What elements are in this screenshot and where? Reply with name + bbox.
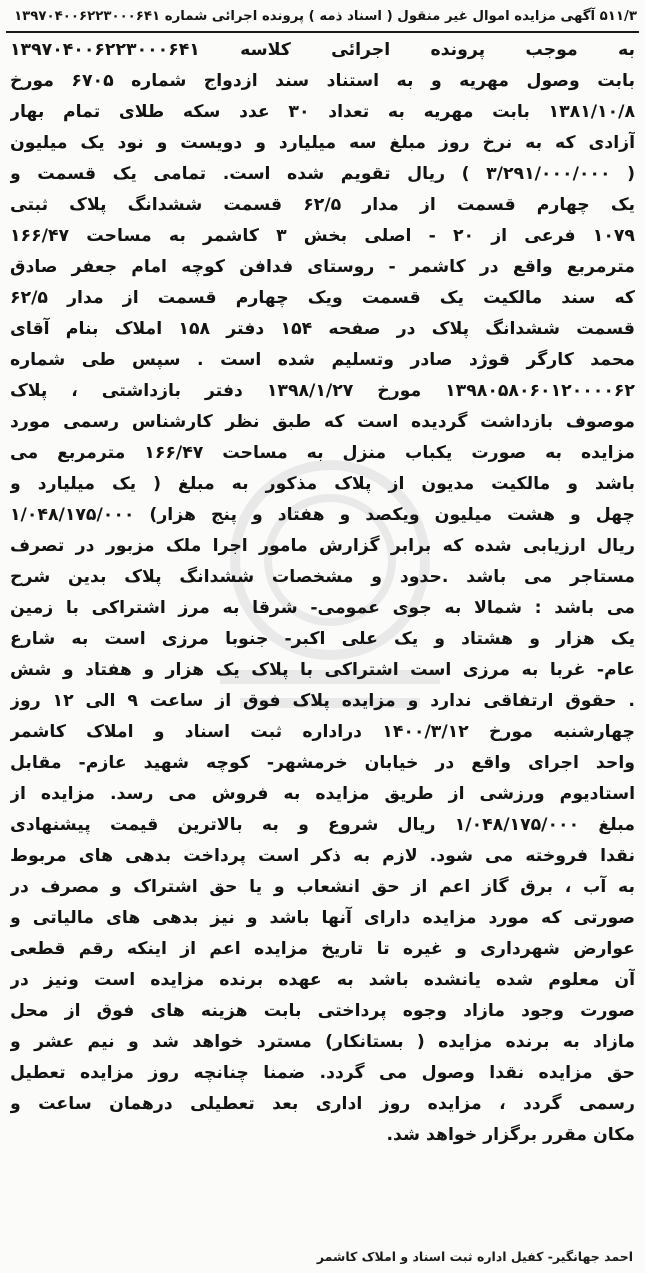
body-line: مبلغ ۱/۰۴۸/۱۷۵/۰۰۰ ریال شروع و به بالاترین قیمت پیشنهادی: [10, 815, 635, 835]
body-line: می باشد : شمالا به جوی عمومی- شرقا به مرز اشتراکی با زمین: [10, 598, 635, 618]
body-line: که سند مالکیت یک قسمت ویک چهارم قسمت از مدار ۶۲/۵: [10, 288, 635, 308]
body-line: مستاجر می باشد .حدود و مشخصات ششدانگ پلاک بدین شرح: [10, 567, 635, 587]
body-line: عوارض شهرداری و غیره تا تاریخ مزایده اعم از اینکه رقم قطعی: [10, 939, 635, 959]
body-line: صورتی که مورد مزایده دارای آنها باشد و نیز بدهی های مالیاتی و: [10, 908, 635, 928]
body-line: استادیوم ورزشی از طریق مزایده به فروش می رسد. مزایده از: [10, 784, 635, 804]
body-line: عام- غربا به مرزی است اشتراکی با پلاک یک هزار و هفتاد و شش: [10, 660, 635, 680]
body-line: یک چهارم قسمت از مدار ۶۲/۵ قسمت ششدانگ پلاک ثبتی: [10, 195, 635, 215]
body-line: باشد و مالکیت مدیون از پلاک مذکور به مبلغ ( یک میلیارد و: [10, 474, 635, 494]
body-line: ۱۳۸۱/۱۰/۸ بابت مهریه به تعداد ۳۰ عدد سکه طلای تمام بهار: [10, 102, 635, 122]
body-line: ۱۰۷۹ فرعی از ۲۰ - اصلی بخش ۳ کاشمر به مساحت ۱۶۶/۴۷: [10, 226, 635, 246]
body-line: مکان مقرر برگزار خواهد شد.: [386, 1125, 635, 1145]
body-line: ۱۳۹۸۰۵۸۰۶۰۱۲۰۰۰۰۶۲ مورخ ۱۳۹۸/۱/۲۷ دفتر بازداشتی ، پلاک: [10, 381, 635, 401]
signature-line: احمد جهانگیر- کفیل اداره ثبت اسناد و املاک کاشمر: [316, 1249, 633, 1264]
body-line: موصوف بازداشت گردیده است که طبق نظر کارشناس رسمی مورد: [10, 412, 635, 432]
ad-body: [10, 36, 635, 1152]
body-line: مترمربع واقع در کاشمر - روستای فدافن کوچه امام جعفر صادق: [10, 257, 635, 277]
body-line: به موجب پرونده اجرائی کلاسه ۱۳۹۷۰۴۰۰۶۲۲۳۰۰۰۶۴۱: [10, 40, 635, 60]
body-line: ریال ارزیابی شده که برابر گزارش مامور اجرا ملک مزبور در تصرف: [10, 536, 635, 556]
body-line: چهارشنبه مورخ ۱۴۰۰/۳/۱۲ دراداره ثبت اسناد و املاک کاشمر: [10, 722, 635, 742]
body-line: مازاد به برنده مزایده ( بستانکار) مسترد خواهد شد و نیم عشر و: [10, 1032, 635, 1052]
body-line: صورت وجود مازاد وجوه پرداختی بابت هزینه های فوق از محل: [10, 1001, 635, 1021]
body-line: محمد کارگر قوژد صادر وتسلیم شده است . سپس طی شماره: [10, 350, 635, 370]
body-line: قسمت ششدانگ پلاک در صفحه ۱۵۴ دفتر ۱۵۸ املاک بنام آقای: [10, 319, 635, 339]
body-line: آزادی که به نرخ روز مبلغ سه میلیارد و دویست و نود یک میلیون: [10, 133, 635, 153]
ad-header: ۵۱۱/۳ آگهی مزایده اموال غیر منقول ( اسناد ذمه ) پرونده اجرائی شماره ۱۳۹۷۰۴۰۰۶۲۲۳۰۰۰۶۴۱: [14, 9, 637, 24]
body-line: به آب ، برق گاز اعم از حق انشعاب و یا حق اشتراک و مصرف در: [10, 877, 635, 897]
body-line: حق مزایده نقدا وصول می گردد. ضمنا چنانچه روز مزایده تعطیل: [10, 1063, 635, 1083]
body-line: . حقوق ارتفاقی ندارد و مزایده پلاک فوق از ساعت ۹ الی ۱۲ روز: [10, 691, 635, 711]
body-line: واحد اجرای واقع در خیابان خرمشهر- کوچه شهید عازم- مقابل: [10, 753, 635, 773]
body-line: یک هزار و هشتاد و یک علی اکبر- جنوبا مرزی است به شارع: [10, 629, 635, 649]
body-line: ( ۳/۲۹۱/۰۰۰/۰۰۰ ) ریال تقویم شده است. تمامی یک قسمت و: [10, 164, 635, 184]
body-line: آن معلوم شده یانشده باشد به عهده برنده مزایده است ونیز در: [10, 970, 635, 990]
body-line: چهل و هشت میلیون ویکصد و هفتاد و پنج هزار) ۱/۰۴۸/۱۷۵/۰۰۰: [10, 505, 635, 525]
body-line: رسمی گردد ، مزایده روز اداری بعد تعطیلی درهمان ساعت و: [10, 1094, 635, 1114]
body-line: مزایده به صورت یکباب منزل به مساحت ۱۶۶/۴۷ مترمربع می: [10, 443, 635, 463]
body-line: بابت وصول مهریه و به استناد سند ازدواج شماره ۶۷۰۵ مورخ: [10, 71, 635, 91]
body-line: نقدا فروخته می شود. لازم به ذکر است پرداخت بدهی های مربوط: [10, 846, 635, 866]
header-divider: [6, 31, 639, 33]
